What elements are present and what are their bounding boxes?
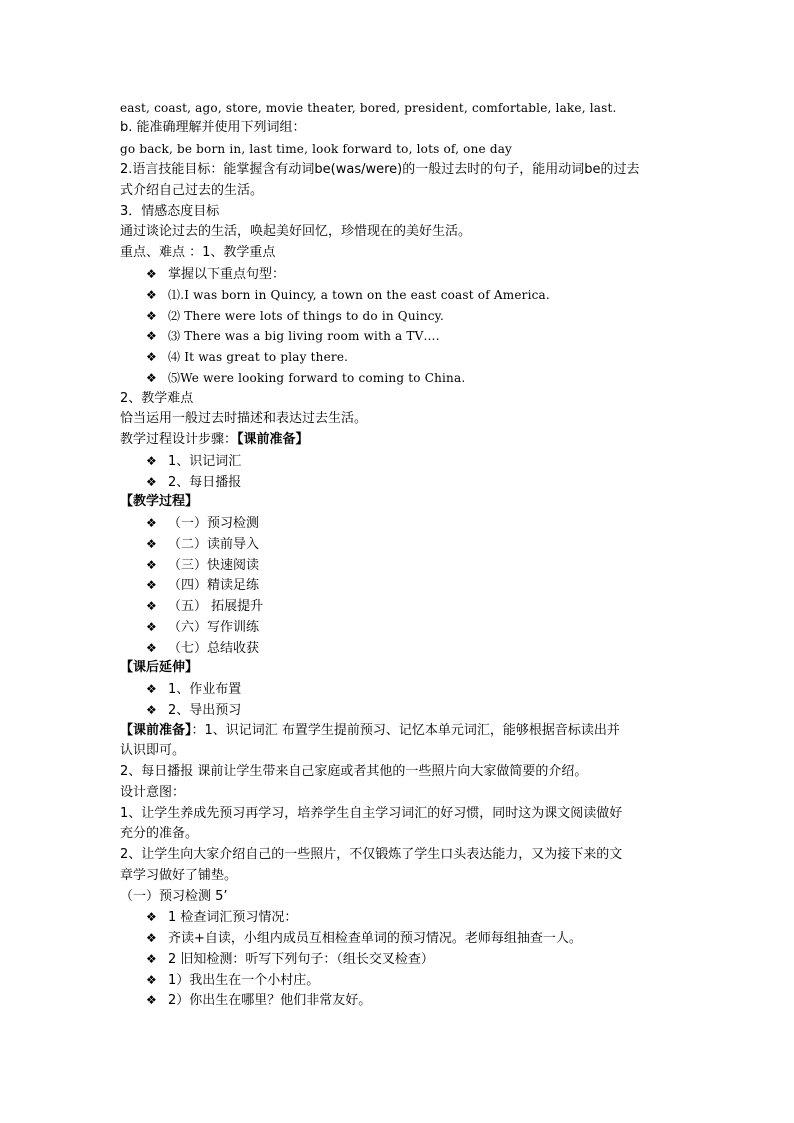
diamond-bullet-icon: ❖ [146, 578, 157, 592]
vocab-list: east, coast, ago, store, movie theater, bored, president, comfortable, lake, last. [120, 101, 617, 115]
skill-goal-line-1: 2.语言技能目标：能掌握含有动词be(was/were)的一般过去时的句子，能用动词be的过去 [120, 162, 640, 177]
list-item: ❖ ⑶ There was a big living room with a TV…. [146, 326, 440, 347]
list-item: ❖ 2、导出预习 [146, 700, 241, 721]
list-item: ❖ 2）你出生在哪里？他们非常友好。 [146, 990, 371, 1011]
diamond-bullet-icon: ❖ [146, 371, 157, 385]
preview-check-heading: （一）预习检测 5’ [120, 889, 228, 904]
diamond-bullet-icon: ❖ [146, 620, 157, 634]
diamond-bullet-icon: ❖ [146, 910, 157, 924]
diamond-bullet-icon: ❖ [146, 952, 157, 966]
list-item: ❖ ⑷ It was great to play there. [146, 347, 348, 368]
list-item: ❖ 1）我出生在一个小村庄。 [146, 970, 319, 991]
diamond-bullet-icon: ❖ [146, 558, 157, 572]
diamond-bullet-icon: ❖ [146, 931, 157, 945]
key-points-heading: 重点、难点 ：1、教学重点 [120, 245, 276, 260]
intent-2-line-1: 2、让学生向大家介绍自己的一些照片，不仅锻炼了学生口头表达能力，又为接下来的文 [120, 847, 623, 862]
diamond-bullet-icon: ❖ [146, 475, 157, 489]
diamond-bullet-icon: ❖ [146, 641, 157, 655]
list-item: ❖ 1、识记词汇 [146, 451, 241, 472]
prep-detail-line-1: 【课前准备】：1、识记词汇 布置学生提前预习、记忆本单元词汇，能够根据音标读出并 [120, 723, 620, 738]
list-item: ❖ （一）预习检测 [146, 513, 259, 534]
emotion-goal-title: 3．情感态度目标 [120, 204, 220, 219]
diamond-bullet-icon: ❖ [146, 973, 157, 987]
process-heading: 【教学过程】 [120, 494, 199, 509]
list-item: ❖ （五） 拓展提升 [146, 596, 263, 617]
diamond-bullet-icon: ❖ [146, 309, 157, 323]
phrase-intro: b. 能准确理解并使用下列词组： [120, 120, 306, 135]
list-item: ❖ （七）总结收获 [146, 638, 259, 659]
list-item: ❖ 掌握以下重点句型： [146, 264, 285, 285]
design-intent-label: 设计意图： [120, 785, 186, 800]
list-item: ❖ 1、作业布置 [146, 679, 241, 700]
phrase-list: go back, be born in, last time, look forward to, lots of, one day [120, 142, 513, 156]
intent-2-line-2: 章学习做好了铺垫。 [120, 868, 238, 883]
list-item: ❖ （三）快速阅读 [146, 555, 259, 576]
intent-1-line-1: 1、让学生养成先预习再学习，培养学生自主学习词汇的好习惯，同时这为课文阅读做好 [120, 806, 623, 821]
list-item: ❖ ⑸We were looking forward to coming to China. [146, 368, 465, 389]
broadcast-line: 2、每日播报 课前让学生带来自己家庭或者其他的一些照片向大家做简要的介绍。 [120, 764, 588, 779]
diamond-bullet-icon: ❖ [146, 454, 157, 468]
diamond-bullet-icon: ❖ [146, 682, 157, 696]
diamond-bullet-icon: ❖ [146, 599, 157, 613]
list-item: ❖ 齐读+自读，小组内成员互相检查单词的预习情况。老师每组抽查一人。 [146, 928, 582, 949]
diamond-bullet-icon: ❖ [146, 267, 157, 281]
diamond-bullet-icon: ❖ [146, 350, 157, 364]
prep-detail-line-2: 认识即可。 [120, 743, 186, 758]
list-item: ❖ 2 旧知检测：听写下列句子：（组长交叉检查） [146, 949, 434, 970]
difficulty-text: 恰当运用一般过去时描述和表达过去生活。 [120, 411, 368, 426]
diamond-bullet-icon: ❖ [146, 329, 157, 343]
diamond-bullet-icon: ❖ [146, 516, 157, 530]
emotion-goal-text: 通过谈论过去的生活，唤起美好回忆，珍惜现在的美好生活。 [120, 224, 472, 239]
intent-1-line-2: 充分的准备。 [120, 826, 199, 841]
diamond-bullet-icon: ❖ [146, 537, 157, 551]
skill-goal-line-2: 式介绍自己过去的生活。 [120, 183, 264, 198]
list-item: ❖ 2、每日播报 [146, 472, 241, 493]
list-item: ❖ 1 检查词汇预习情况： [146, 907, 297, 928]
list-item: ❖ ⑵ There were lots of things to do in Quincy. [146, 306, 444, 327]
difficulty-heading: 2、教学难点 [120, 391, 194, 406]
after-class-heading: 【课后延伸】 [120, 660, 199, 675]
diamond-bullet-icon: ❖ [146, 288, 157, 302]
design-steps-heading: 教学过程设计步骤：【课前准备】 [120, 432, 309, 447]
diamond-bullet-icon: ❖ [146, 703, 157, 717]
list-item: ❖ （六）写作训练 [146, 617, 259, 638]
list-item: ❖ （二）读前导入 [146, 534, 259, 555]
list-item: ❖ （四）精读足练 [146, 575, 259, 596]
diamond-bullet-icon: ❖ [146, 993, 157, 1007]
list-item: ❖ ⑴.I was born in Quincy, a town on the east coast of America. [146, 285, 550, 306]
